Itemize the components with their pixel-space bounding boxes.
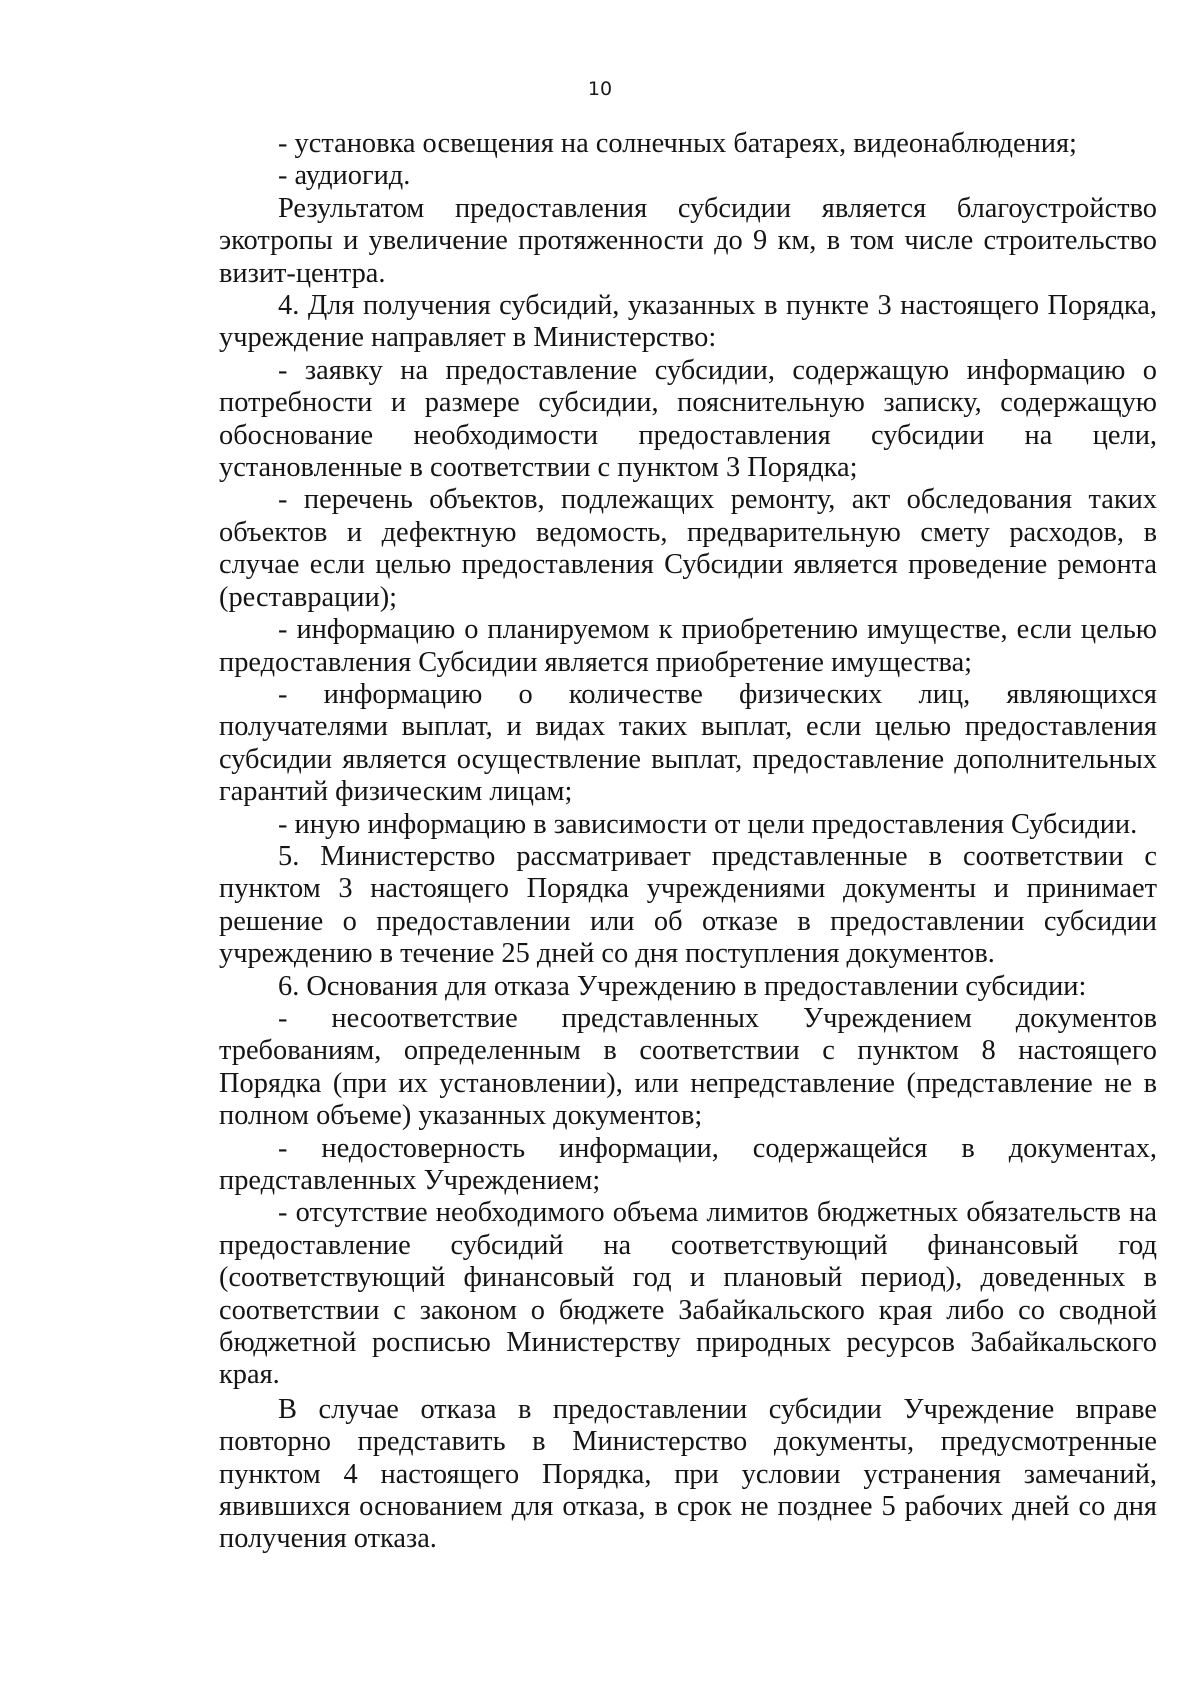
paragraph-list-item-inaccuracy: - недостоверность информации, содержащейся в документах, представленных Учреждением;	[219, 1132, 1157, 1196]
paragraph-resubmission: В случае отказа в предоставлении субсидии Учреждение вправе повторно представить в Министерство документы, предусмотренные пунктом 4 настоящего Порядка, при условии устранения замечаний, явившихся основанием для отказа, в срок не позднее 5 рабочих дней со дня получения отказа.	[219, 1393, 1157, 1555]
paragraph-list-item-audioguide: - аудиогид.	[278, 160, 411, 192]
paragraph-clause-5: 5. Министерство рассматривает представленные в соответствии с пунктом 3 настоящего Порядка учреждениями документы и принимает решение о предоставлении или об отказе в предоставлении субсидии учреждению в течение 25 дней со дня поступления документов.	[219, 840, 1157, 970]
paragraph-list-item-budget-limits: - отсутствие необходимого объема лимитов бюджетных обязательств на предоставление субсидий на соответствующий финансовый год (соответствующий финансовый год и плановый период), доведенных в соответствии с законом о бюджете Забайкальского края либо со сводной бюджетной росписью Министерству природных ресурсов Забайкальского края.	[219, 1197, 1157, 1391]
paragraph-list-item-application: - заявку на предоставление субсидии, содержащую информацию о потребности и размере субсидии, пояснительную записку, содержащую обоснование необходимости предоставления субсидии на цели, установленные в соответствии с пунктом 3 Порядка;	[219, 354, 1157, 484]
paragraph-list-item-other-info: - иную информацию в зависимости от цели предоставления Субсидии.	[278, 808, 1138, 840]
paragraph-clause-4: 4. Для получения субсидий, указанных в пункте 3 настоящего Порядка, учреждение направляет в Министерство:	[219, 290, 1157, 354]
paragraph-clause-6: 6. Основания для отказа Учреждению в предоставлении субсидии:	[278, 970, 1087, 1002]
document-body	[219, 128, 1157, 1556]
paragraph-list-item-lighting: - установка освещения на солнечных батареях, видеонаблюдения;	[278, 128, 1077, 159]
paragraph-subsidy-result: Результатом предоставления субсидии является благоустройство экотропы и увеличение протяженности до 9 км, в том числе строительство визит-центра.	[219, 192, 1157, 289]
paragraph-list-item-payments: - информацию о количестве физических лиц, являющихся получателями выплат, и видах таких выплат, если целью предоставления субсидии является осуществление выплат, предоставление дополнительных гарантий физическим лицам;	[219, 678, 1157, 808]
paragraph-list-item-property: - информацию о планируемом к приобретению имуществе, если целью предоставления Субсидии является приобретение имущества;	[219, 614, 1157, 678]
paragraph-list-item-objects-list: - перечень объектов, подлежащих ремонту, акт обследования таких объектов и дефектную ведомость, предварительную смету расходов, в случае если целью предоставления Субсидии является проведение ремонта (реставрации);	[219, 484, 1157, 613]
page-number: 10	[587, 78, 613, 100]
paragraph-list-item-noncompliance: - несоответствие представленных Учреждением документов требованиям, определенным в соответствии с пунктом 8 настоящего Порядка (при их установлении), или непредставление (представление не в полном объеме) указанных документов;	[219, 1002, 1157, 1132]
